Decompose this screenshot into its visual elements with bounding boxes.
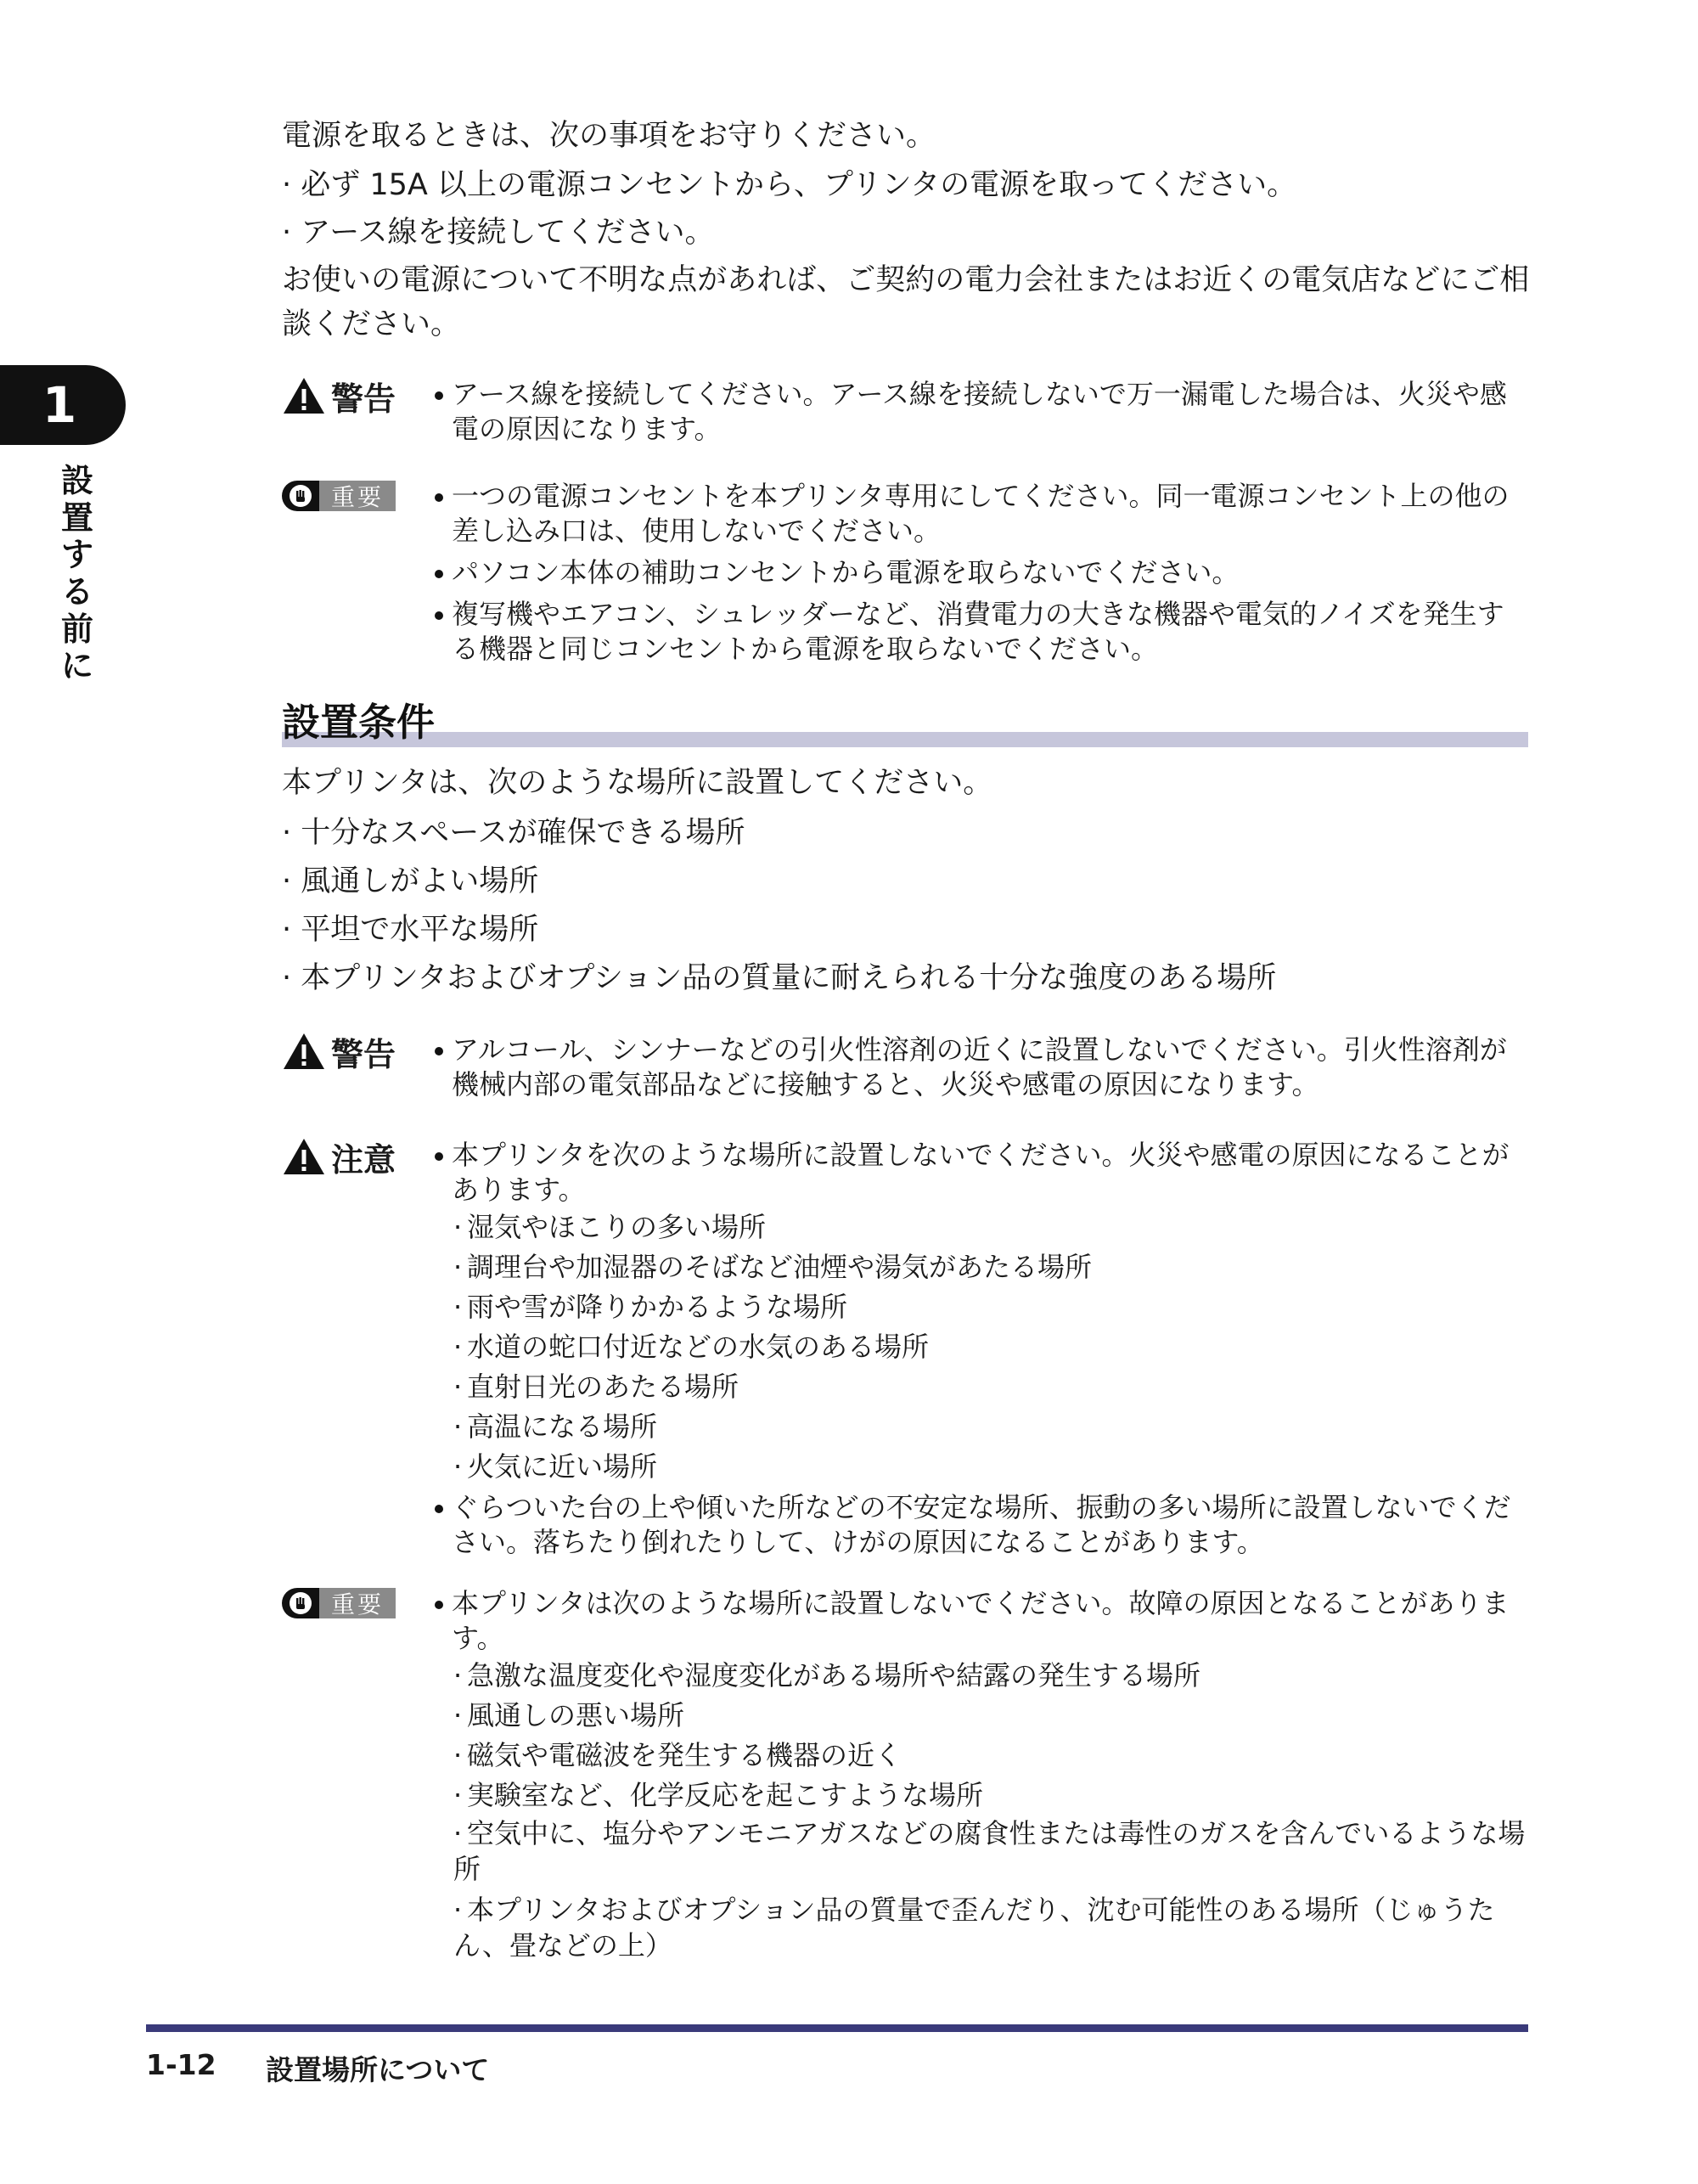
section-title: 設置条件 bbox=[282, 700, 436, 745]
section-item: · 十分なスペースが確保できる場所 bbox=[282, 816, 745, 850]
page-number: 1-12 bbox=[146, 2048, 216, 2081]
hand-stop-icon bbox=[282, 1588, 319, 1618]
important-subitem: · 実験室など、化学反応を起こすような場所 bbox=[453, 1779, 984, 1811]
intro-item: · アース線を接続してください。 bbox=[282, 216, 715, 250]
section-intro: 本プリンタは、次のような場所に設置してください。 bbox=[282, 766, 993, 800]
section-heading bbox=[282, 696, 1528, 756]
chapter-tab bbox=[0, 365, 126, 445]
section-item: · 平坦で水平な場所 bbox=[282, 913, 539, 947]
footer-rule bbox=[146, 2024, 1528, 2032]
important-label bbox=[282, 481, 396, 511]
warning-label bbox=[282, 1029, 422, 1073]
caution-bullet: 本プリンタを次のような場所に設置しないでください。火災や感電の原因になることがあります。 bbox=[433, 1138, 1528, 1207]
chapter-number: 1 bbox=[42, 376, 77, 434]
caution-subitem: · 高温になる場所 bbox=[453, 1410, 658, 1443]
important-label-text: 重要 bbox=[319, 1588, 396, 1618]
important-label bbox=[282, 1588, 396, 1618]
caution-subitem: · 直射日光のあたる場所 bbox=[453, 1371, 739, 1403]
intro-item: · 必ず 15A 以上の電源コンセントから、プリンタの電源を取ってください。 bbox=[282, 168, 1297, 202]
caution-label-text: 注意 bbox=[331, 1140, 396, 1179]
important-subitem: · 急激な温度変化や湿度変化がある場所や結露の発生する場所 bbox=[453, 1659, 1201, 1691]
important-bullet: 複写機やエアコン、シュレッダーなど、消費電力の大きな機器や電気的ノイズを発生する機器と同じコンセントから電源を取らないでください。 bbox=[433, 597, 1528, 667]
footer-title: 設置場所について bbox=[266, 2053, 490, 2086]
heading-underline bbox=[282, 732, 1528, 747]
important-label-text: 重要 bbox=[319, 481, 396, 511]
caution-subitem: · 湿気やほこりの多い場所 bbox=[453, 1211, 767, 1243]
caution-subitem: · 水道の蛇口付近などの水気のある場所 bbox=[453, 1331, 930, 1363]
warning-icon bbox=[282, 1032, 326, 1071]
caution-subitem: · 調理台や加湿器のそばなど油煙や湯気があたる場所 bbox=[453, 1251, 1093, 1283]
caution-subitem: · 雨や雪が降りかかるような場所 bbox=[453, 1291, 848, 1323]
caution-subitem: · 火気に近い場所 bbox=[453, 1450, 658, 1483]
important-subitem: · 空気中に、塩分やアンモニアガスなどの腐食性または毒性のガスを含んでいるような場所 bbox=[453, 1817, 1526, 1885]
important-bullet: パソコン本体の補助コンセントから電源を取らないでください。 bbox=[433, 555, 1528, 590]
warning-bullet: アルコール、シンナーなどの引火性溶剤の近くに設置しないでください。引火性溶剤が機械内部の電気部品などに接触すると、火災や感電の原因になります。 bbox=[433, 1033, 1528, 1102]
hand-stop-icon bbox=[282, 481, 319, 511]
warning-label bbox=[282, 374, 422, 418]
section-item: · 風通しがよい場所 bbox=[282, 864, 539, 898]
important-subitem: · 磁気や電磁波を発生する機器の近く bbox=[453, 1739, 902, 1771]
section-item: · 本プリンタおよびオプション品の質量に耐えられる十分な強度のある場所 bbox=[282, 961, 1277, 995]
warning-icon bbox=[282, 376, 326, 415]
warning-label-text: 警告 bbox=[331, 1035, 396, 1073]
important-bullet: 本プリンタは次のような場所に設置しないでください。故障の原因となることがあります。 bbox=[433, 1586, 1528, 1656]
intro-line: 電源を取るときは、次の事項をお守りください。 bbox=[282, 119, 936, 153]
caution-bullet: ぐらついた台の上や傾いた所などの不安定な場所、振動の多い場所に設置しないでください。落ちたり倒れたりして、けがの原因になることがあります。 bbox=[433, 1490, 1528, 1560]
caution-icon bbox=[282, 1137, 326, 1176]
important-bullet: 一つの電源コンセントを本プリンタ専用にしてください。同一電源コンセント上の他の差し込み口は、使用しないでください。 bbox=[433, 479, 1528, 549]
caution-label bbox=[282, 1134, 422, 1179]
important-subitem: · 風通しの悪い場所 bbox=[453, 1699, 685, 1731]
chapter-title: 設置する前に bbox=[60, 462, 93, 685]
important-subitem: · 本プリンタおよびオプション品の質量で歪んだり、沈む可能性のある場所（じゅうたん、畳などの上） bbox=[453, 1894, 1495, 1962]
warning-label-text: 警告 bbox=[331, 380, 396, 418]
warning-bullet: アース線を接続してください。アース線を接続しないで万一漏電した場合は、火災や感電の原因になります。 bbox=[433, 377, 1528, 447]
intro-paragraph: お使いの電源について不明な点があれば、ご契約の電力会社またはお近くの電気店などにご相談ください。 bbox=[282, 263, 1530, 341]
